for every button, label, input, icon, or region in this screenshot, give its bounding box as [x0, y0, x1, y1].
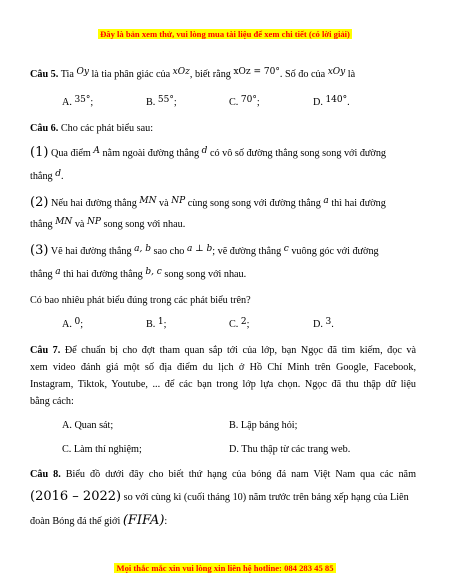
question-8-line-3: đoàn Bóng đá thế giới (FIFA): [30, 513, 168, 528]
statement-3: (3) Vẽ hai đường thẳng a, b sao cho a ⊥ b; vẽ đường thẳng c vuông góc với đường [30, 243, 379, 258]
statement-2: (2) Nếu hai đường thẳng MN và NP cùng song song với đường thẳng a thì hai đường [30, 195, 386, 210]
q6-option-c: C. 2; [229, 317, 250, 330]
statement-1-cont: thẳng d. [30, 169, 64, 182]
question-7-line-1: Câu 7. Để chuẩn bị cho đợt tham quan sắp tới của lớp, bạn Ngọc đã tìm kiếm, đọc và [30, 345, 416, 356]
q7-option-d: D. Thu thập từ các trang web. [229, 444, 351, 455]
question-8-label: Câu 8. [30, 469, 61, 480]
q6-option-a: A. 0; [62, 317, 84, 330]
q5-option-b: B. 55°; [146, 95, 177, 108]
question-8-line-2: (2016 – 2022) so với cùng kì (cuối tháng 10) năm trước trên bảng xếp hạng của Liên [30, 489, 409, 504]
q7-option-b: B. Lập bảng hỏi; [229, 420, 298, 431]
q6-option-d: D. 3. [313, 317, 334, 330]
question-8-line-1: Câu 8. Biểu đồ dưới đây cho biết thứ hạng của bóng đá nam Việt Nam qua các năm [30, 469, 416, 480]
q7-option-c: C. Làm thí nghiệm; [62, 444, 142, 455]
bottom-banner: Mọi thắc mắc xin vui lòng xin liên hệ hotline: 084 283 45 85 [116, 563, 334, 573]
question-7-line-4: bằng cách: [30, 396, 74, 407]
question-6-label: Câu 6. [30, 123, 59, 134]
q5-option-a: A. 35°; [62, 95, 94, 108]
question-7-label: Câu 7. [30, 345, 61, 356]
question-5-label: Câu 5. [30, 69, 59, 80]
question-6-prompt: Có bao nhiêu phát biểu đúng trong các phát biểu trên? [30, 295, 251, 306]
q7-option-a: A. Quan sát; [62, 420, 114, 431]
statement-1: (1) Qua điểm A nằm ngoài đường thẳng d có vô số đường thẳng song song với đường [30, 145, 387, 160]
question-6-stem: Câu 6. Cho các phát biểu sau: [30, 123, 154, 134]
question-5-stem: Câu 5. Tia Oy là tia phân giác của xOz, biết rằng xOz = 70°. Số đo của xOy là [30, 67, 356, 80]
statement-2-cont: thẳng MN và NP song song với nhau. [30, 217, 186, 230]
q5-option-c: C. 70°; [229, 95, 260, 108]
top-banner: Đây là bản xem thử, vui lòng mua tài liệu để xem chi tiết (có lời giải) [100, 29, 350, 39]
question-7-line-3: Instagram, Tiktok, Youtube, ... để các bạn trong lớp lựa chọn. Ngọc đã thu thập dữ liệu [30, 379, 416, 390]
q5-option-d: D. 140°. [313, 95, 350, 108]
statement-3-cont: thẳng a thì hai đường thẳng b, c song song với nhau. [30, 267, 247, 280]
q6-option-b: B. 1; [146, 317, 167, 330]
question-7-line-2: xem video đánh giá một số địa điểm du lịch ở Hồ Chí Minh trên Google, Facebook, [30, 362, 416, 373]
